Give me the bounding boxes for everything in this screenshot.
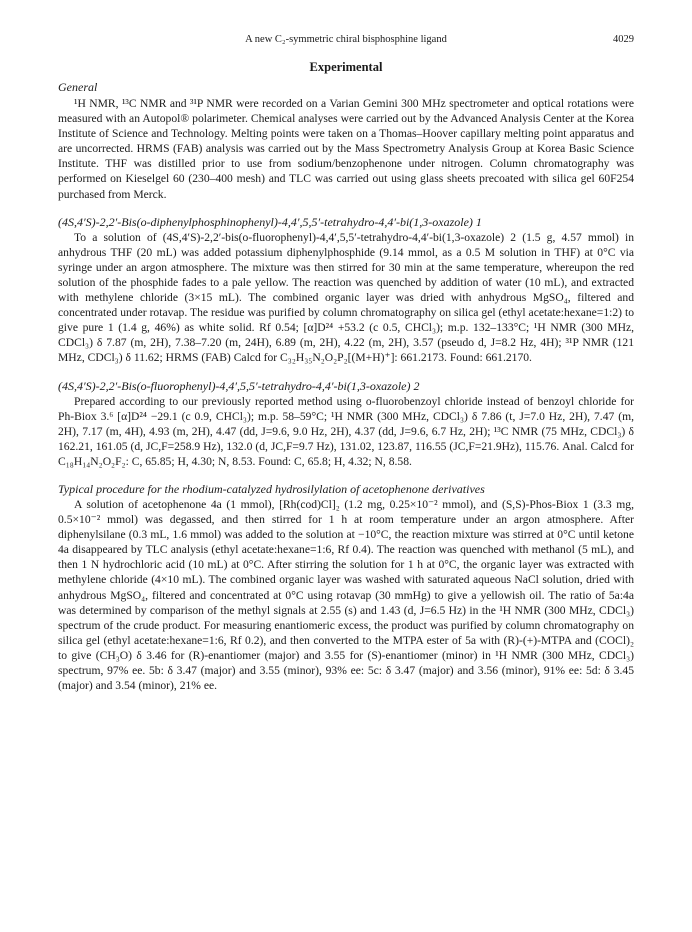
procedure-paragraph: A solution of acetophenone 4a (1 mmol), [Rh(cod)Cl]₂ (1.2 mg, 0.25×10⁻² mmol), and (S,S)-Phos-Biox 1 (3.3 mg, 0.5×10⁻² mmol) was degassed, and then stirred for 1 h at room temperature under an argon atmosphere. After diphenylsilane (0.3 mL, 1.6 mmol) was added to the solution at −10°C, the reaction mixture was stirred at 0°C until ketone 4a disappeared by TLC analysis (ethyl acetate:hexane=1:6, Rf 0.4). The reaction was quenched with methanol (5 mL), and then 1 N hydrochloric acid (10 mL) at 0°C. After stirring the solution for 1 h at 0°C, the organic layer was extracted with methylene chloride (4×10 mL). The combined organic layer was washed with saturated aqueous NaCl solution, dried with anhydrous MgSO₄, filtered and concentrated at 0°C using rotavap (30 mmHg) to give a yellowish oil. The ratio of 5a:4a was determined by comparison of the methyl signals at 2.55 (s) and 1.43 (d, J=6.5 Hz) in the ¹H NMR (300 MHz, CDCl₃) spectrum of the crude product. For measuring enantiomeric excess, the product was purified by column chromatography on silica gel (ethyl acetate:hexane=1:6, Rf 0.2), and then converted to the MTPA ester of 5a with (R)-(+)-MTPA and (COCl)₂ to give (CH₃O) δ 3.46 for (R)-enantiomer (major) and 3.55 for (S)-enantiomer (minor) in ¹H NMR (300 MHz, CDCl₃) spectrum, 97% ee. 5b: δ 3.47 (major) and 3.55 (minor), 93% ee: 5c: δ 3.47 (major) and 3.56 (minor), 91% ee: 5d: δ 3.45 (major) and 3.54 (minor), 21% ee. — [58, 497, 634, 693]
procedure-heading: Typical procedure for the rhodium-catalyzed hydrosilylation of acetophenone derivatives — [58, 481, 485, 496]
journal-page — [58, 34, 634, 705]
general-section — [58, 79, 634, 202]
compound-2-heading: (4S,4′S)-2,2′-Bis(o-fluorophenyl)-4,4′,5,5′-tetrahydro-4,4′-bi(1,3-oxazole) 2 — [58, 378, 420, 393]
running-head — [58, 34, 634, 50]
compound-2-section — [58, 378, 634, 469]
compound-1-heading: (4S,4′S)-2,2′-Bis(o-diphenylphosphinophenyl)-4,4′,5,5′-tetrahydro-4,4′-bi(1,3-oxazole) 1 — [58, 214, 482, 229]
general-heading: General — [58, 80, 98, 94]
general-paragraph: ¹H NMR, ¹³C NMR and ³¹P NMR were recorded on a Varian Gemini 300 MHz spectrometer and optical rotations were measured with an Autopol® polarimeter. Chemical analyses were carried out by the Advanced Analysis Center at the Korea Institute of Science and Technology. Melting points were taken on a Thomas–Hoover capillary melting point apparatus and are uncorrected. HRMS (FAB) analysis was carried out by the Mass Spectrometry Analysis Group at Korea Basic Science Institute. THF was distilled prior to use from sodium/benzophenone under nitrogen. Column chromatography was performed on Kieselgel 60 (230–400 mesh) and TLC was carried out using glass sheets precoated with silica gel 60F254 purchased from Merck. — [58, 97, 634, 201]
compound-2-paragraph: Prepared according to our previously reported method using o-fluorobenzoyl chloride instead of benzoyl chloride for Ph-Biox 3.⁶ [α]D²⁴ −29.1 (c 0.9, CHCl₃); m.p. 58–59°C; ¹H NMR (300 MHz, CDCl₃) δ 7.86 (t, J=7.0 Hz, 2H), 7.47 (m, 2H), 7.17 (m, 4H), 4.93 (m, 2H), 4.47 (dd, J=9.6, 9.0 Hz, 2H), 4.37 (dd, J=9.6, 6.7 Hz, 2H); ¹³C NMR (75 MHz, CDCl₃) δ 162.21, 161.05 (d, JC,F=258.9 Hz), 132.0 (d, JC,F=9.7 Hz), 131.02, 123.87, 116.55 (JC,F=21.9Hz), 115.76. Anal. Calcd for C₁₈H₁₄N₂O₂F₂: C, 65.85; H, 4.30; N, 8.53. Found: C, 65.8; H, 4.32; N, 8.58. — [58, 394, 634, 468]
compound-1-paragraph: To a solution of (4S,4′S)-2,2′-bis(o-fluorophenyl)-4,4′,5,5′-tetrahydro-4,4′-bi(1,3-oxazole) 2 (1.5 g, 4.57 mmol) in anhydrous THF (20 mL) was added potassium diphenylphosphide (9.14 mmol, as a 0.5 M solution in THF) at 0°C via syringe under an argon atmosphere. The mixture was then stirred for 30 min at the same temperature, whereupon the red solution of the phosphide fades to a pale yellow. The reaction was quenched by addition of water (10 mL), and extracted with methylene chloride (3×15 mL). The combined organic layer was dried with anhydrous MgSO₄, filtered and concentrated under rotavap. The residue was purified by column chromatography on silica gel (ethyl acetate:hexane=1:2) to give pure 1 (1.4 g, 46%) as white solid. Rf 0.54; [α]D²⁴ +53.2 (c 0.5, CHCl₃); m.p. 132–133°C; ¹H NMR (300 MHz, CDCl₃) δ 7.87 (m, 2H), 7.38–7.20 (m, 24H), 6.89 (m, 2H), 4.22 (m, 2H), 3.57 (pseudo d, J=8.2 Hz, 4H); ³¹P NMR (121 MHz, CDCl₃) δ 11.62; HRMS (FAB) Calcd for C₃₂H₃₅N₂O₂P₂[(M+H)⁺]: 661.2173. Found: 661.2170. — [58, 230, 634, 365]
page-number: 4029 — [613, 34, 634, 45]
running-title: A new C₂-symmetric chiral bisphosphine ligand — [245, 34, 447, 45]
section-title: Experimental — [309, 60, 383, 74]
compound-1-section — [58, 214, 634, 366]
procedure-section — [58, 481, 634, 693]
